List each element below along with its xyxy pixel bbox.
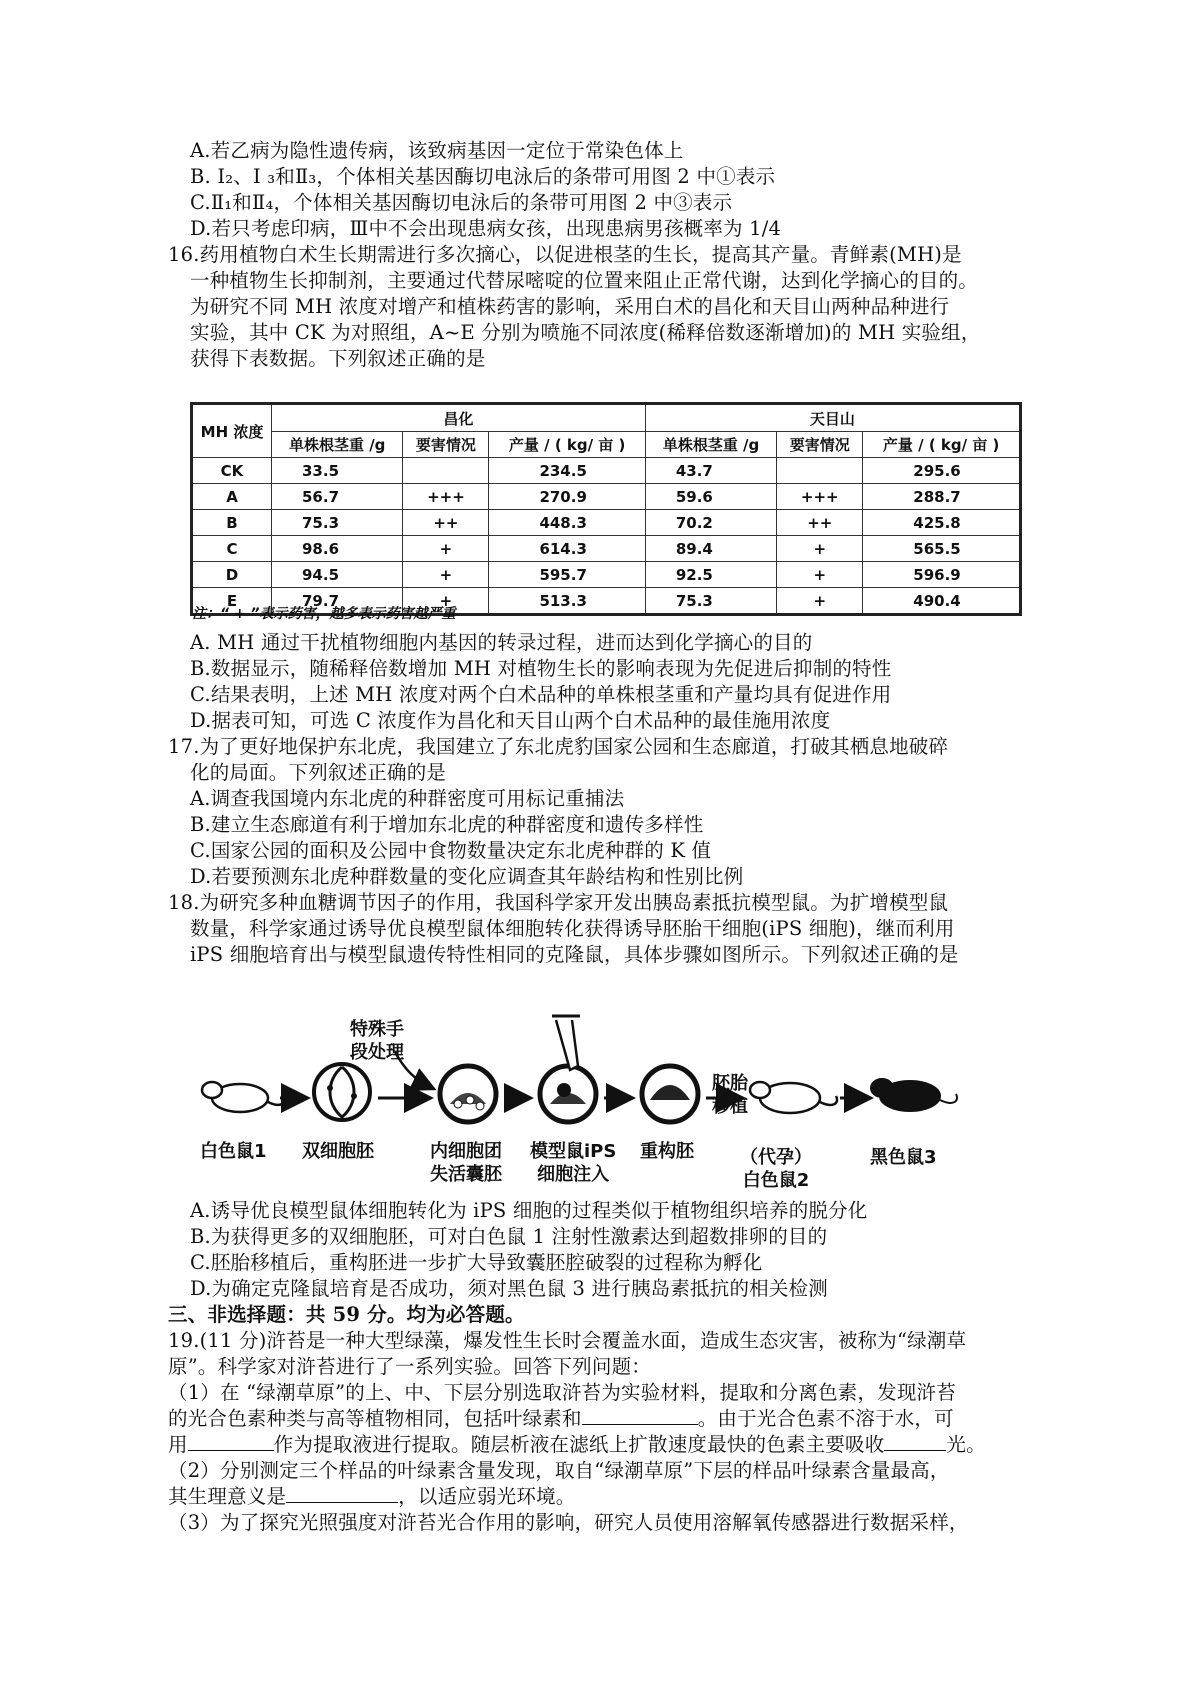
q19-part1-line xyxy=(168,1432,986,1458)
q19-text: 用 xyxy=(168,1433,188,1456)
table-cell: 595.7 xyxy=(489,562,645,588)
q18-stem-line: 数量，科学家通过诱导优良模型鼠体细胞转化获得诱导胚胎干细胞(iPS 细胞)，继而利用 xyxy=(190,917,955,940)
table-cell: + xyxy=(403,562,489,588)
table-note: 注：“ + ”表示药害，越多表示药害越严重 xyxy=(192,606,456,622)
table-cell: 94.5 xyxy=(272,562,403,588)
q17-option-c: C.国家公园的面积及公园中食物数量决定东北虎种群的 K 值 xyxy=(190,839,712,862)
table-cell: 70.2 xyxy=(645,510,776,536)
white-mouse-1-icon xyxy=(202,1082,284,1112)
table-cell: 425.8 xyxy=(863,510,1021,536)
table-row xyxy=(192,458,1021,484)
column-header: 要害情况 xyxy=(403,432,489,458)
table-cell: + xyxy=(777,588,863,615)
table-cell: 565.5 xyxy=(863,536,1021,562)
table-cell: A xyxy=(192,484,272,510)
q15-option-a: A.若乙病为隐性遗传病，该致病基因一定位于常染色体上 xyxy=(190,139,684,162)
table-cell: ++ xyxy=(403,510,489,536)
black-mouse-3-label: 黑色鼠3 xyxy=(870,1147,937,1168)
table-cell: + xyxy=(403,588,489,615)
table-cell: + xyxy=(777,562,863,588)
group-header-tianmushan: 天目山 xyxy=(645,404,1020,432)
white-mouse-1-label: 白色鼠1 xyxy=(200,1141,267,1162)
section-heading: 三、非选择题：共 59 分。均为必答题。 xyxy=(168,1303,525,1326)
q15-option-b: B. I₂、I ₃和Ⅱ₃，个体相关基因酶切电泳后的条带可用图 2 中①表示 xyxy=(190,165,776,188)
q19-part3-line: （3）为了探究光照强度对浒苔光合作用的影响，研究人员使用溶解氧传感器进行数据采样， xyxy=(168,1511,969,1534)
table-cell: 234.5 xyxy=(489,458,645,484)
blastocyst-label: 内细胞团 失活囊胚 xyxy=(430,1141,502,1185)
cloning-process-diagram xyxy=(200,1000,1030,1200)
table-cell: 596.9 xyxy=(863,562,1021,588)
q19-stem-line: 原”。科学家对浒苔进行了一系列实验。回答下列问题： xyxy=(168,1355,651,1378)
table-cell: 288.7 xyxy=(863,484,1021,510)
table-cell: 614.3 xyxy=(489,536,645,562)
two-cell-embryo-label: 双细胞胚 xyxy=(302,1141,374,1162)
white-mouse-2-icon xyxy=(750,1082,837,1113)
column-header: 单株根茎重 /g xyxy=(272,432,403,458)
table-cell: 98.6 xyxy=(272,536,403,562)
q18-stem-line: 18.为研究多种血糖调节因子的作用，我国科学家开发出胰岛素抵抗模型鼠。为扩增模型鼠 xyxy=(168,891,949,914)
answer-blank[interactable] xyxy=(188,1432,274,1451)
q16-stem-line: 获得下表数据。下列叙述正确的是 xyxy=(190,347,486,370)
q16-option-d: D.据表可知，可选 C 浓度作为昌化和天目山两个白术品种的最佳施用浓度 xyxy=(190,709,831,732)
table-cell: 92.5 xyxy=(645,562,776,588)
q15-option-d: D.若只考虑印病，Ⅲ中不会出现患病女孩，出现患病男孩概率为 1/4 xyxy=(190,217,782,240)
table-cell: 33.5 xyxy=(272,458,403,484)
group-header-changhua: 昌化 xyxy=(272,404,646,432)
q18-option-a: A.诱导优良模型鼠体细胞转化为 iPS 细胞的过程类似于植物组织培养的脱分化 xyxy=(190,1199,868,1222)
table-row xyxy=(192,510,1021,536)
table-cell: CK xyxy=(192,458,272,484)
q18-option-c: C.胚胎移植后，重构胚进一步扩大导致囊胚腔破裂的过程称为孵化 xyxy=(190,1251,763,1274)
q19-text: 其生理意义是 xyxy=(168,1485,287,1508)
table-cell: C xyxy=(192,536,272,562)
ips-injection-label: 模型鼠iPS 细胞注入 xyxy=(530,1141,617,1185)
reconstructed-embryo-icon xyxy=(642,1066,698,1122)
answer-blank[interactable] xyxy=(286,1484,398,1503)
table-row xyxy=(192,562,1021,588)
q19-text: 光。 xyxy=(946,1433,986,1456)
q17-option-b: B.建立生态廊道有利于增加东北虎的种群密度和遗传多样性 xyxy=(190,813,704,836)
q19-part2-line xyxy=(168,1484,576,1510)
table-cell: +++ xyxy=(777,484,863,510)
q18-option-d: D.为确定克隆鼠培育是否成功，须对黑色鼠 3 进行胰岛素抵抗的相关检测 xyxy=(190,1277,828,1300)
q19-part1-line xyxy=(168,1406,954,1432)
blastocyst-icon xyxy=(440,1066,496,1122)
surrogate-mouse-label: （代孕） 白色鼠2 xyxy=(740,1147,812,1191)
table-cell: B xyxy=(192,510,272,536)
table-row xyxy=(192,484,1021,510)
table-cell: ++ xyxy=(777,510,863,536)
table-cell: 59.6 xyxy=(645,484,776,510)
table-cell: 56.7 xyxy=(272,484,403,510)
q19-text: ，以适应弱光环境。 xyxy=(398,1485,576,1508)
table-cell: 43.7 xyxy=(645,458,776,484)
table-cell: 270.9 xyxy=(489,484,645,510)
black-mouse-3-icon xyxy=(871,1079,957,1111)
table-cell xyxy=(777,458,863,484)
table-cell: 75.3 xyxy=(645,588,776,615)
answer-blank[interactable] xyxy=(884,1432,946,1451)
mh-data-table xyxy=(190,402,1022,616)
q17-option-a: A.调查我国境内东北虎的种群密度可用标记重捕法 xyxy=(190,787,625,810)
table-corner-header: MH 浓度 xyxy=(192,404,272,458)
q18-option-b: B.为获得更多的双细胞胚，可对白色鼠 1 注射性激素达到超数排卵的目的 xyxy=(190,1225,828,1248)
q19-text: 作为提取液进行提取。随层析液在滤纸上扩散速度最快的色素主要吸收 xyxy=(273,1433,885,1456)
q19-part1-line: （1）在 “绿潮草原”的上、中、下层分别选取浒苔为实验材料，提取和分离色素，发现浒苔 xyxy=(168,1381,956,1404)
table-cell: + xyxy=(777,536,863,562)
column-header: 要害情况 xyxy=(777,432,863,458)
reconstructed-embryo-label: 重构胚 xyxy=(640,1141,694,1162)
table-cell: 89.4 xyxy=(645,536,776,562)
table-cell: 448.3 xyxy=(489,510,645,536)
table-row xyxy=(192,536,1021,562)
column-header: 产量 / ( kg/ 亩 ) xyxy=(863,432,1021,458)
column-header: 产量 / ( kg/ 亩 ) xyxy=(489,432,645,458)
q16-stem-line: 16.药用植物白术生长期需进行多次摘心，以促进根茎的生长，提高其产量。青鲜素(MH)是 xyxy=(168,243,962,266)
table-cell: 75.3 xyxy=(272,510,403,536)
q16-option-c: C.结果表明，上述 MH 浓度对两个白术品种的单株根茎重和产量均具有促进作用 xyxy=(190,683,892,706)
two-cell-embryo-icon xyxy=(314,1064,370,1120)
q16-stem-line: 为研究不同 MH 浓度对增产和植株药害的影响，采用白术的昌化和天目山两种品种进行 xyxy=(190,295,950,318)
table-cell: + xyxy=(403,536,489,562)
table-cell: +++ xyxy=(403,484,489,510)
q19-text: 的光合色素种类与高等植物相同，包括叶绿素和 xyxy=(168,1407,582,1430)
special-treatment-label: 特殊手 段处理 xyxy=(350,1019,404,1063)
table-cell xyxy=(403,458,489,484)
q19-text: 。由于光合色素不溶于水，可 xyxy=(697,1407,954,1430)
process-figure xyxy=(200,1000,1030,1130)
q15-option-c: C.Ⅱ₁和Ⅱ₄，个体相关基因酶切电泳后的条带可用图 2 中③表示 xyxy=(190,191,733,214)
embryo-transfer-label: 胚胎 移植 xyxy=(712,1073,748,1117)
table-cell: D xyxy=(192,562,272,588)
table-cell: 513.3 xyxy=(489,588,645,615)
table-cell: 295.6 xyxy=(863,458,1021,484)
q19-part2-line: （2）分别测定三个样品的叶绿素含量发现，取自“绿潮草原”下层的样品叶绿素含量最高， xyxy=(168,1459,950,1482)
q18-stem-line: iPS 细胞培育出与模型鼠遗传特性相同的克隆鼠，具体步骤如图所示。下列叙述正确的是 xyxy=(190,943,959,966)
q16-stem-line: 实验，其中 CK 为对照组，A~E 分别为喷施不同浓度(稀释倍数逐渐增加)的 MH 实验组， xyxy=(190,321,981,344)
q16-option-a: A. MH 通过干扰植物细胞内基因的转录过程，进而达到化学摘心的目的 xyxy=(190,631,813,654)
q19-stem-line: 19.(11 分)浒苔是一种大型绿藻，爆发性生长时会覆盖水面，造成生态灾害，被称为“绿潮草 xyxy=(168,1329,967,1352)
ips-injection-icon xyxy=(540,1016,596,1122)
q17-stem-line: 17.为了更好地保护东北虎，我国建立了东北虎豹国家公园和生态廊道，打破其栖息地破碎 xyxy=(168,735,949,758)
q17-stem-line: 化的局面。下列叙述正确的是 xyxy=(190,761,447,784)
q16-stem-line: 一种植物生长抑制剂，主要通过代替尿嘧啶的位置来阻止正常代谢，达到化学摘心的目的。 xyxy=(190,269,979,292)
answer-blank[interactable] xyxy=(582,1406,698,1425)
table-cell: E xyxy=(192,588,272,615)
table-cell: 79.7 xyxy=(272,588,403,615)
q17-option-d: D.若要预测东北虎种群数量的变化应调查其年龄结构和性别比例 xyxy=(190,865,744,888)
column-header: 单株根茎重 /g xyxy=(645,432,776,458)
table-cell: 490.4 xyxy=(863,588,1021,615)
q16-option-b: B.数据显示，随稀释倍数增加 MH 对植物生长的影响表现为先促进后抑制的特性 xyxy=(190,657,892,680)
